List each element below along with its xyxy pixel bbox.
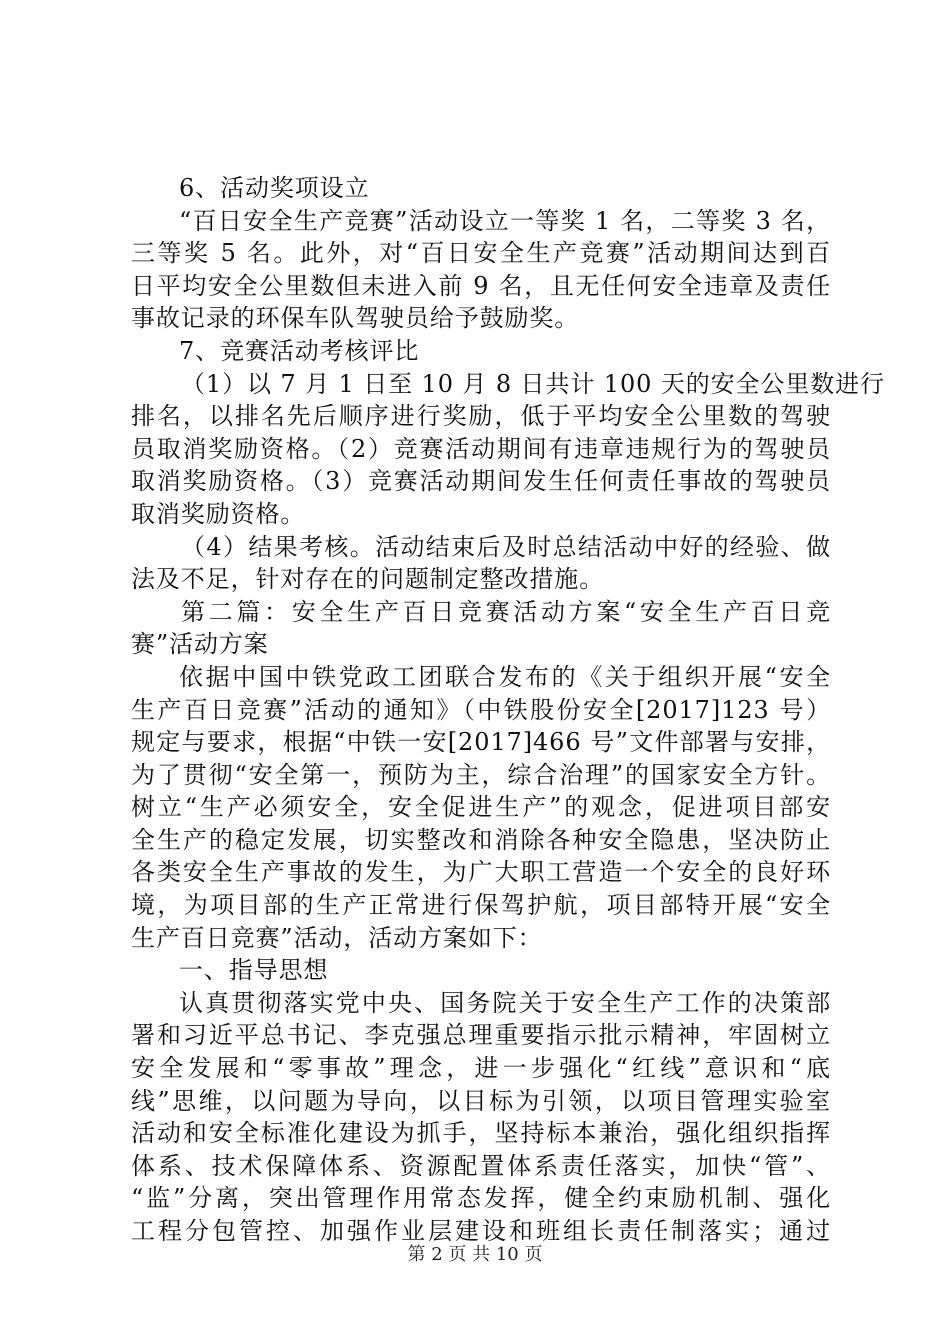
page-number-footer: 第 2 页 共 10 页	[407, 1244, 543, 1265]
section-heading: 7、竞赛活动考核评比	[179, 336, 420, 365]
paragraph-line: 工程分包管控、加强作业层建设和班组长责任制落实；通过	[131, 1217, 831, 1245]
paragraph-line: 生产百日竞赛”活动，活动方案如下：	[131, 923, 543, 952]
paragraph-line: 员取消奖励资格。（2）竞赛活动期间有违章违规行为的驾驶员	[131, 434, 831, 463]
section-heading: 6、活动奖项设立	[179, 174, 370, 202]
paragraph-line: 三等奖 5 名。此外，对“百日安全生产竞赛”活动期间达到百	[131, 239, 831, 268]
paragraph-line: 法及不足，针对存在的问题制定整改措施。	[131, 565, 605, 594]
paragraph-line: “百日安全生产竞赛”活动设立一等奖 1 名，二等奖 3 名，	[179, 206, 831, 235]
paragraph-line: 取消奖励资格。	[131, 499, 306, 528]
paragraph-line: 认真贯彻落实党中央、国务院关于安全生产工作的决策部	[179, 988, 831, 1017]
paragraph-line: 各类安全生产事故的发生，为广大职工营造一个安全的良好环	[131, 858, 831, 887]
paragraph-line: 安全发展和“零事故”理念，进一步强化“红线”意识和“底	[131, 1054, 831, 1083]
paragraph-line: 境，为项目部的生产正常进行保驾护航，项目部特开展“安全	[131, 891, 831, 920]
paragraph-line: “监”分离，突出管理作用常态发挥，健全约束励机制、强化	[131, 1184, 831, 1213]
paragraph-line: 排名，以排名先后顺序进行奖励，低于平均安全公里数的驾驶	[131, 402, 831, 431]
paragraph-line: 署和习近平总书记、李克强总理重要指示批示精神，牢固树立	[131, 1021, 831, 1050]
paragraph-line: 全生产的稳定发展，切实整改和消除各种安全隐患，坚决防止	[131, 825, 831, 854]
paragraph-line: 取消奖励资格。（3）竞赛活动期间发生任何责任事故的驾驶员	[131, 467, 831, 496]
paragraph-line: 生产百日竞赛”活动的通知》（中铁股份安全[2017]123 号）	[131, 695, 831, 724]
paragraph-line: 线”思维，以问题为导向，以目标为引领，以项目管理实验室	[131, 1086, 831, 1115]
paragraph-line: 规定与要求，根据“中铁一安[2017]466 号”文件部署与安排，	[131, 728, 831, 757]
paragraph-line: 日平均安全公里数但未进入前 9 名，且无任何安全违章及责任	[131, 271, 831, 300]
paragraph-line: 树立“生产必须安全，安全促进生产”的观念，促进项目部安	[131, 793, 831, 822]
paragraph-line: 体系、技术保障体系、资源配置体系责任落实，加快“管”、	[131, 1151, 831, 1180]
section-heading: 一、指导思想	[179, 956, 329, 985]
paragraph-line: （4）结果考核。活动结束后及时总结活动中好的经验、做	[181, 532, 831, 561]
chapter-title: 第二篇：安全生产百日竞赛活动方案“安全生产百日竞	[181, 597, 831, 626]
paragraph-line: 为了贯彻“安全第一，预防为主，综合治理”的国家安全方针。	[131, 760, 831, 789]
chapter-title: 赛”活动方案	[131, 630, 269, 659]
paragraph-line: 活动和安全标准化建设为抓手，坚持标本兼治，强化组织指挥	[131, 1119, 831, 1148]
paragraph-line: （1）以 7 月 1 日至 10 月 8 日共计 100 天的安全公里数进行	[181, 369, 885, 398]
document-body	[131, 172, 885, 1248]
paragraph-line: 事故记录的环保车队驾驶员给予鼓励奖。	[131, 304, 580, 333]
paragraph-line: 依据中国中铁党政工团联合发布的《关于组织开展“安全	[179, 662, 831, 691]
